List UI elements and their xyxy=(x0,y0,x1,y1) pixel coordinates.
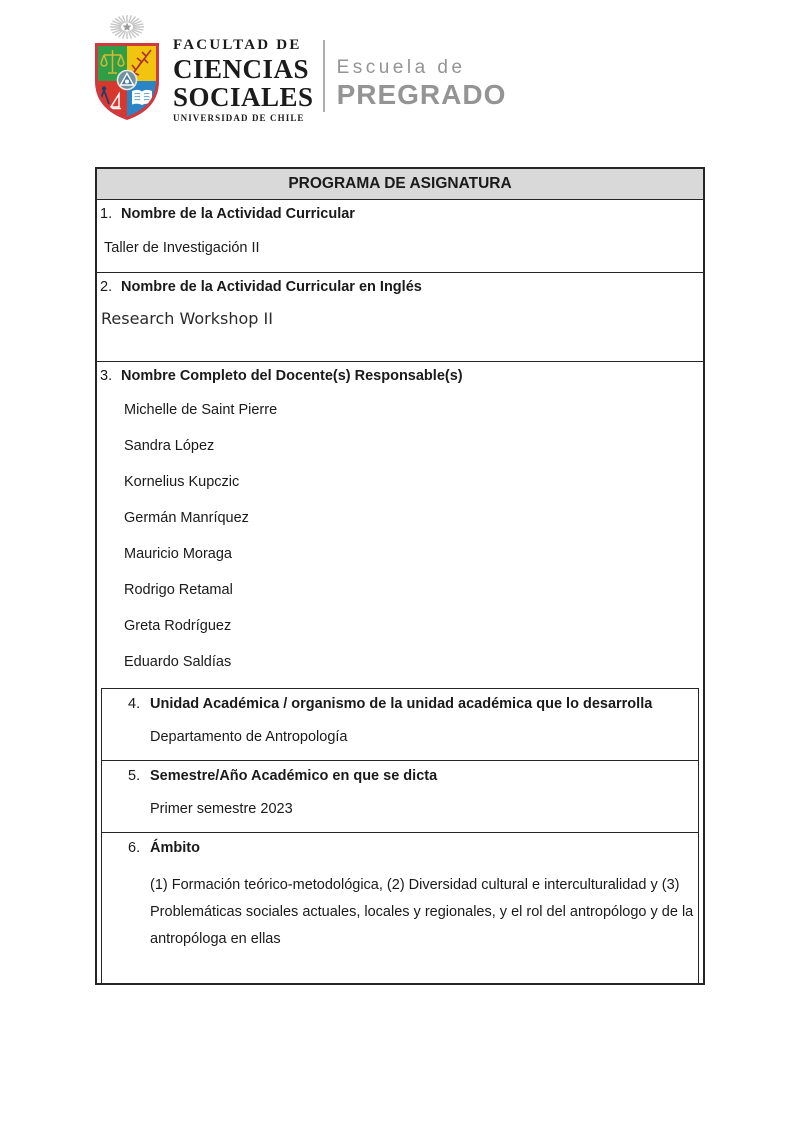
ambito-value: (1) Formación teórico-metodológica, (2) Diversidad cultural e interculturalidad y (3) Problemáticas sociales actuales, locales y regionales, y el rol del antropólogo y de la antropóloga en ellas xyxy=(150,877,694,947)
docente-name: Rodrigo Retamal xyxy=(124,582,233,598)
faculty-line-1: FACULTAD DE xyxy=(173,37,302,53)
table-title: PROGRAMA DE ASIGNATURA xyxy=(97,169,703,200)
semestre-value: Primer semestre 2023 xyxy=(150,801,293,817)
row-number: 4. xyxy=(128,696,141,712)
unidad-academica-value: Departamento de Antropología xyxy=(150,729,348,745)
course-name-value: Taller de Investigación II xyxy=(104,240,260,256)
row-number: 1. xyxy=(100,206,113,222)
row-number: 2. xyxy=(100,279,113,295)
university-name: UNIVERSIDAD DE CHILE xyxy=(173,113,305,124)
indented-rows-group xyxy=(101,688,699,983)
docente-name: Michelle de Saint Pierre xyxy=(124,402,278,418)
school-line-2: PREGRADO xyxy=(336,79,507,110)
docentes-list xyxy=(124,392,697,680)
row-label: Unidad Académica / organismo de la unidad académica que lo desarrolla xyxy=(150,696,653,712)
row-nombre-ingles xyxy=(97,273,703,362)
faculty-line-3: SOCIALES xyxy=(173,81,314,112)
row-nombre-actividad xyxy=(97,200,703,273)
row-semestre xyxy=(101,761,699,833)
docente-name: Germán Manríquez xyxy=(124,510,249,526)
row-ambito xyxy=(101,833,699,983)
faculty-name xyxy=(173,38,314,123)
university-logo-header xyxy=(86,12,506,126)
docente-name: Eduardo Saldías xyxy=(124,654,232,670)
row-number: 5. xyxy=(128,768,141,784)
school-line-1: Escuela de xyxy=(336,57,466,78)
row-docentes xyxy=(97,362,703,688)
row-label: Ámbito xyxy=(150,840,200,856)
row-label: Nombre de la Actividad Curricular xyxy=(121,206,355,222)
school-name xyxy=(337,58,507,109)
university-crest-icon xyxy=(86,12,168,126)
star-icon xyxy=(123,23,132,31)
row-number: 3. xyxy=(100,368,113,384)
docente-name: Kornelius Kupczic xyxy=(124,474,240,490)
logo-divider xyxy=(323,40,325,112)
row-label: Semestre/Año Académico en que se dicta xyxy=(150,768,438,784)
row-number: 6. xyxy=(128,840,141,856)
row-label: Nombre de la Actividad Curricular en Inglés xyxy=(121,279,422,295)
docente-name: Mauricio Moraga xyxy=(124,546,232,562)
row-unidad-academica xyxy=(101,689,699,761)
docente-name: Sandra López xyxy=(124,438,215,454)
faculty-line-2: CIENCIAS xyxy=(173,54,310,84)
course-name-english-value: Research Workshop II xyxy=(101,309,273,328)
row-label: Nombre Completo del Docente(s) Responsable(s) xyxy=(121,368,463,384)
docente-name: Greta Rodríguez xyxy=(124,618,232,634)
course-program-table xyxy=(95,167,705,985)
